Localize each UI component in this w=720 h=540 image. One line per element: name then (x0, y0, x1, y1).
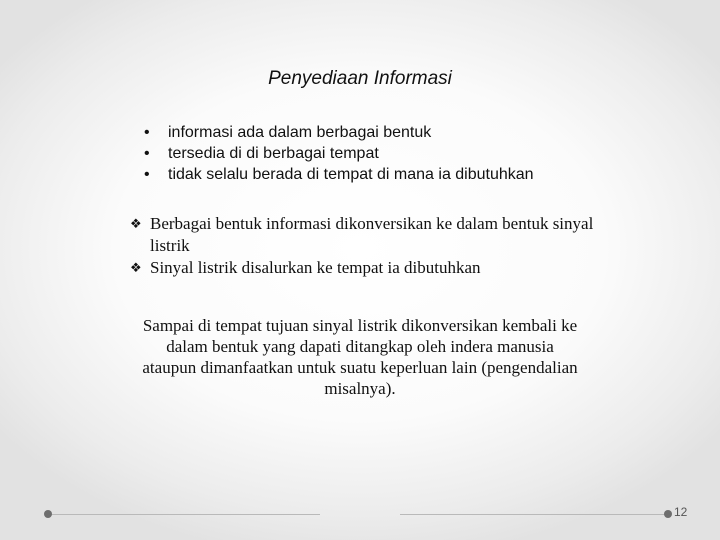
footer-circle-left-icon (44, 510, 52, 518)
bullet-text: informasi ada dalam berbagai bentuk (168, 124, 432, 141)
diamond-bullet-item (130, 213, 600, 257)
footer-rule-left (48, 514, 320, 515)
bullet-item (142, 164, 534, 185)
bullet-dot-icon: • (144, 166, 150, 183)
footer-circle-right-icon (664, 510, 672, 518)
diamond-bullet-icon: ❖ (130, 216, 142, 231)
diamond-bullet-item (130, 257, 600, 279)
bullet-dot-icon: • (144, 145, 150, 162)
body-paragraph: Sampai di tempat tujuan sinyal listrik dikonversikan kembali ke dalam bentuk yang dapati ditangkap oleh indera manusia ataupun dimanfaatkan untuk suatu keperluan lain (pengendalian misalnya). (142, 316, 578, 398)
bullet-text: tersedia di di berbagai tempat (168, 145, 379, 162)
diamond-bullet-text: Sinyal listrik disalurkan ke tempat ia dibutuhkan (150, 258, 481, 277)
slide-title: Penyediaan Informasi (268, 68, 452, 89)
bullet-list (142, 122, 534, 185)
bullet-text: tidak selalu berada di tempat di mana ia dibutuhkan (168, 166, 534, 183)
bullet-item (142, 122, 534, 143)
bullet-item (142, 143, 534, 164)
diamond-bullet-icon: ❖ (130, 260, 142, 275)
diamond-bullet-text: Berbagai bentuk informasi dikonversikan ke dalam bentuk sinyal listrik (150, 214, 594, 255)
diamond-bullet-list (130, 213, 600, 279)
page-number: 12 (674, 505, 688, 519)
footer-rule-right (400, 514, 668, 515)
bullet-dot-icon: • (144, 124, 150, 141)
